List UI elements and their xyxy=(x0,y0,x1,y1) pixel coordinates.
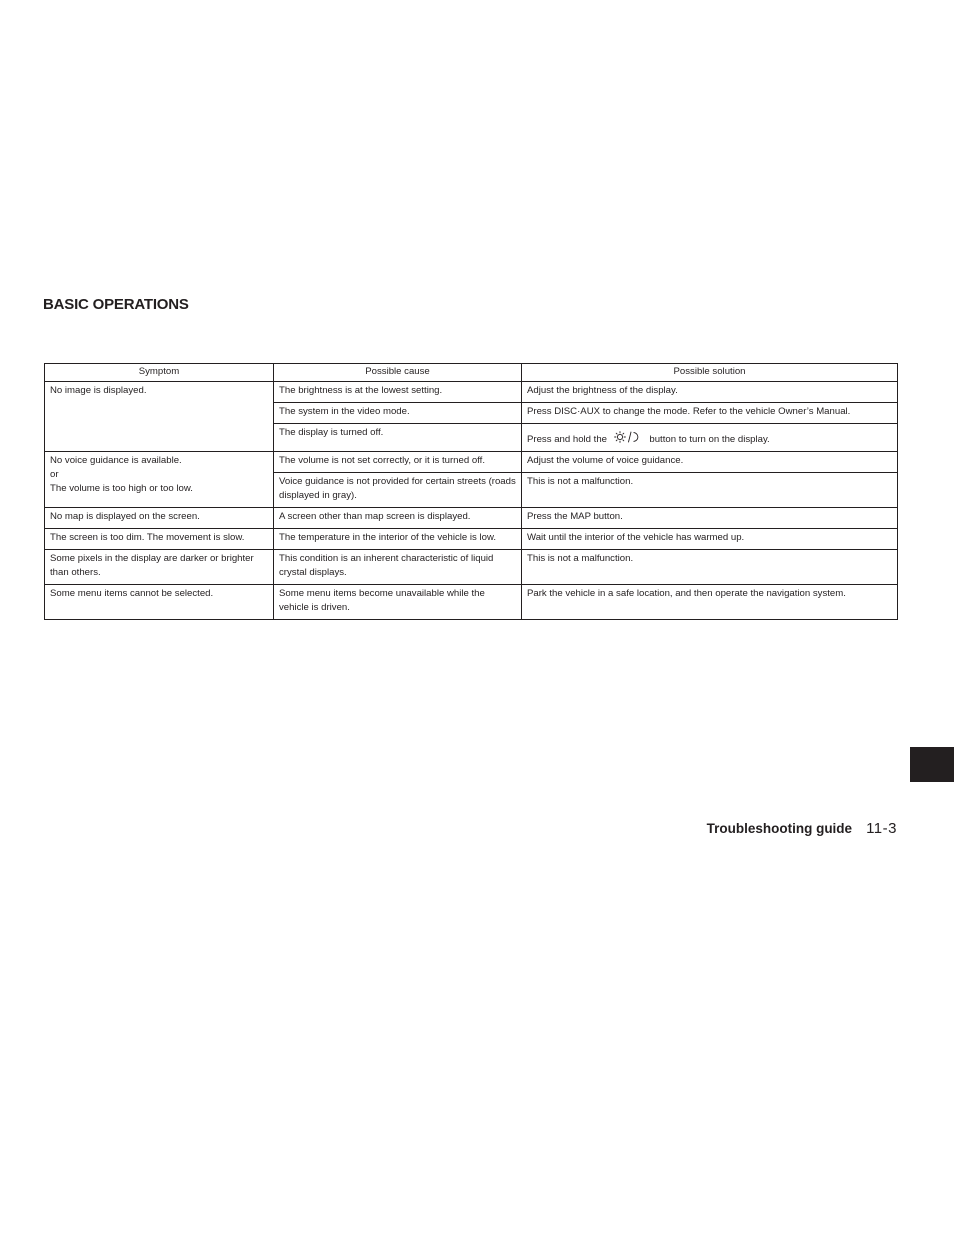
cause-cell: The brightness is at the lowest setting. xyxy=(274,382,522,403)
symptom-cell: Some menu items cannot be selected. xyxy=(45,585,274,620)
header-possible-solution: Possible solution xyxy=(522,364,898,382)
symptom-text: No voice guidance is available. xyxy=(50,455,182,466)
solution-text-before: Press and hold the xyxy=(527,434,608,445)
symptom-cell: No map is displayed on the screen. xyxy=(45,508,274,529)
cause-cell: Some menu items become unavailable while the vehicle is driven. xyxy=(274,585,522,620)
cause-cell: Voice guidance is not provided for certain streets (roads displayed in gray). xyxy=(274,473,522,508)
brightness-day-night-icon xyxy=(614,431,644,443)
cause-cell: The display is turned off. xyxy=(274,424,522,452)
solution-cell: Press the MAP button. xyxy=(522,508,898,529)
section-title: BASIC OPERATIONS xyxy=(43,296,189,313)
solution-cell xyxy=(522,424,898,452)
solution-cell: Adjust the brightness of the display. xyxy=(522,382,898,403)
cause-cell: This condition is an inherent characteristic of liquid crystal displays. xyxy=(274,550,522,585)
symptom-cell: The screen is too dim. The movement is slow. xyxy=(45,529,274,550)
symptom-cell: Some pixels in the display are darker or brighter than others. xyxy=(45,550,274,585)
solution-cell: Adjust the volume of voice guidance. xyxy=(522,452,898,473)
solution-text-after: button to turn on the display. xyxy=(649,434,770,445)
table-row xyxy=(45,508,898,529)
table-header-row xyxy=(45,364,898,382)
symptom-text: The volume is too high or too low. xyxy=(50,483,193,494)
solution-cell: This is not a malfunction. xyxy=(522,473,898,508)
footer-section-title: Troubleshooting guide xyxy=(706,821,853,836)
page-footer xyxy=(707,820,897,837)
table-row xyxy=(45,382,898,403)
symptom-cell xyxy=(45,382,274,452)
cause-cell: The system in the video mode. xyxy=(274,403,522,424)
header-possible-cause: Possible cause xyxy=(274,364,522,382)
cause-cell: The volume is not set correctly, or it is turned off. xyxy=(274,452,522,473)
table-row xyxy=(45,585,898,620)
chapter-thumb-tab xyxy=(910,747,954,782)
cause-cell: A screen other than map screen is displayed. xyxy=(274,508,522,529)
solution-cell: This is not a malfunction. xyxy=(522,550,898,585)
solution-cell: Press DISC·AUX to change the mode. Refer to the vehicle Owner’s Manual. xyxy=(522,403,898,424)
troubleshooting-table xyxy=(44,363,898,620)
cause-cell: The temperature in the interior of the vehicle is low. xyxy=(274,529,522,550)
solution-cell: Wait until the interior of the vehicle has warmed up. xyxy=(522,529,898,550)
symptom-text: or xyxy=(50,469,59,480)
symptom-text: No image is displayed. xyxy=(50,385,147,396)
table-row xyxy=(45,529,898,550)
symptom-cell xyxy=(45,452,274,508)
table-row xyxy=(45,452,898,473)
solution-cell: Park the vehicle in a safe location, and then operate the navigation system. xyxy=(522,585,898,620)
header-symptom: Symptom xyxy=(45,364,274,382)
table-row xyxy=(45,550,898,585)
page-number: 11-3 xyxy=(866,820,897,837)
